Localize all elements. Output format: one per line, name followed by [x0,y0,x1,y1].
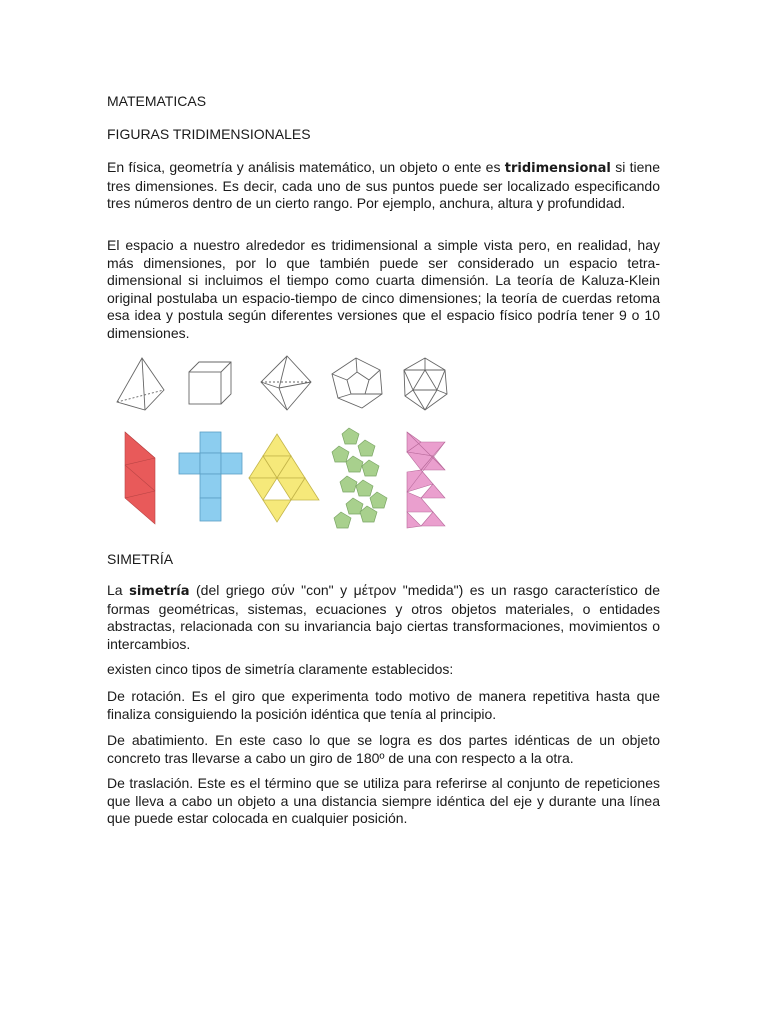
tetrahedron-icon [117,358,164,410]
octahedron-net-icon [249,434,319,522]
octahedron-icon [261,356,311,410]
paragraph-tridimensional: En física, geometría y análisis matemático, un objeto o ente es tridimensional si tiene tres dimensiones. Es decir, cada uno de sus puntos puede ser localizado especificando tres números dentro de un cierto rango. Por ejemplo, anchura, altura y profundidad. [107,159,660,212]
paragraph-tipos: existen cinco tipos de simetría claramente establecidos: [107,661,454,677]
bold-term-simetria: simetría [129,584,190,599]
document-title: MATEMATICAS [107,93,207,109]
icosahedron-icon [404,358,447,410]
dodecahedron-icon [332,358,382,408]
dodecahedron-net-icon [332,428,387,528]
section-heading-simetria: SIMETRÍA [107,551,174,567]
bold-term-tridimensional: tridimensional [504,161,611,176]
tetrahedron-net-icon [125,432,155,524]
cube-net-icon [179,432,242,521]
paragraph-simetria: La simetría (del griego σύν "con" y μέτρον "medida") es un rasgo característico de formas geométricas, sistemas, ecuaciones y otros objetos materiales, o entidades abstractas, relacionada con su invariancia bajo ciertas transformaciones, movimientos o intercambios. [107,582,660,652]
section-heading-figuras: FIGURAS TRIDIMENSIONALES [107,126,311,142]
paragraph-espacio: El espacio a nuestro alrededor es tridimensional a simple vista pero, en realidad, hay más dimensiones, por lo que también puede ser considerado un espacio tetra-dimensional si incluimos el tiempo como cuarta dimensión. La teoría de Kaluza-Klein original postulaba un espacio-tiempo de cinco dimensiones; la teoría de cuerdas retoma esa idea y postula según diferentes versiones que el espacio físico podría tener 9 o 10 dimensiones. [107,237,660,341]
paragraph-abatimiento: De abatimiento. En este caso lo que se logra es dos partes idénticas de un objeto concreto tras llevarse a cabo un giro de 180º de una con respecto a la otra. [107,732,660,766]
polyhedra-figure [107,352,453,532]
paragraph-rotacion: De rotación. Es el giro que experimenta todo motivo de manera repetitiva hasta que finaliza consiguiendo la posición idéntica que tenía al principio. [107,688,660,722]
cube-icon [189,362,231,404]
paragraph-traslacion: De traslación. Este es el término que se utiliza para referirse al conjunto de repeticiones que lleva a cabo un objeto a una distancia siempre idéntica del eje y durante una línea que puede estar colocada en cualquier posición. [107,775,660,827]
icosahedron-net-icon [407,432,445,528]
